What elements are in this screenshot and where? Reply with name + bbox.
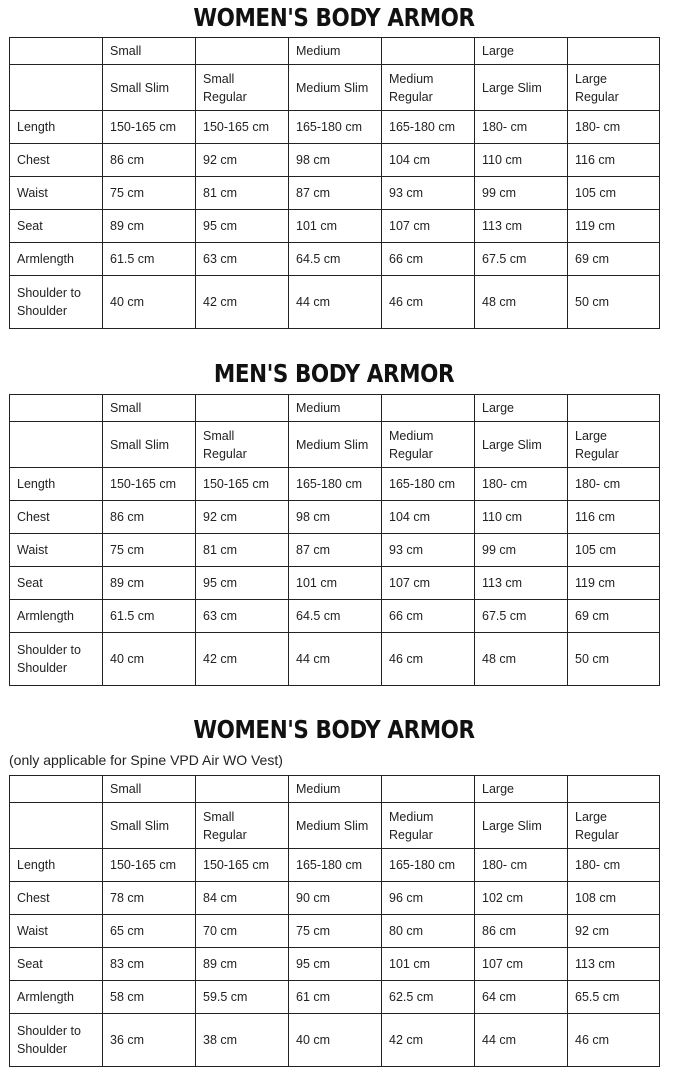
group-cell xyxy=(196,776,289,803)
table-cell: 165-180 cm xyxy=(382,849,475,882)
section-3-note: (only applicable for Spine VPD Air WO Vest) xyxy=(9,752,283,768)
table-cell: 180- cm xyxy=(475,111,568,144)
table-cell: 83 cm xyxy=(103,948,196,981)
size-table-1 xyxy=(9,37,660,329)
variant-cell: Small Regular xyxy=(196,803,289,849)
table-cell: 75 cm xyxy=(103,534,196,567)
variant-header-row xyxy=(10,65,660,111)
group-header-row xyxy=(10,776,660,803)
table-cell: 101 cm xyxy=(382,948,475,981)
table-cell: 110 cm xyxy=(475,144,568,177)
table-cell: 150-165 cm xyxy=(103,468,196,501)
table-cell: 108 cm xyxy=(568,882,660,915)
table-cell: 86 cm xyxy=(103,501,196,534)
table-cell: 89 cm xyxy=(103,210,196,243)
table-row xyxy=(10,501,660,534)
table-cell: 150-165 cm xyxy=(103,849,196,882)
table-cell: 84 cm xyxy=(196,882,289,915)
table-cell: 89 cm xyxy=(103,567,196,600)
row-label: Armlength xyxy=(10,981,103,1014)
table-cell: 150-165 cm xyxy=(103,111,196,144)
group-cell: Large xyxy=(475,776,568,803)
row-label: Shoulder to Shoulder xyxy=(10,1014,103,1067)
table-cell: 180- cm xyxy=(475,468,568,501)
variant-cell: Small Slim xyxy=(103,803,196,849)
table-cell: 150-165 cm xyxy=(196,111,289,144)
table-row xyxy=(10,276,660,329)
variant-cell: Small Regular xyxy=(196,422,289,468)
table-cell: 93 cm xyxy=(382,534,475,567)
table-cell: 42 cm xyxy=(382,1014,475,1067)
corner-cell xyxy=(10,65,103,111)
table-cell: 86 cm xyxy=(103,144,196,177)
table-cell: 96 cm xyxy=(382,882,475,915)
group-cell xyxy=(568,395,660,422)
table-cell: 95 cm xyxy=(196,210,289,243)
table-cell: 180- cm xyxy=(475,849,568,882)
table-cell: 46 cm xyxy=(382,633,475,686)
variant-header-row xyxy=(10,803,660,849)
table-cell: 64 cm xyxy=(475,981,568,1014)
variant-cell: Small Slim xyxy=(103,65,196,111)
table-cell: 180- cm xyxy=(568,111,660,144)
variant-cell: Large Slim xyxy=(475,803,568,849)
row-label: Chest xyxy=(10,144,103,177)
table-row xyxy=(10,600,660,633)
row-label: Seat xyxy=(10,567,103,600)
variant-cell: Medium Slim xyxy=(289,803,382,849)
table-cell: 107 cm xyxy=(382,210,475,243)
table-cell: 105 cm xyxy=(568,534,660,567)
table-cell: 90 cm xyxy=(289,882,382,915)
table-cell: 64.5 cm xyxy=(289,600,382,633)
table-cell: 105 cm xyxy=(568,177,660,210)
table-row xyxy=(10,210,660,243)
group-cell xyxy=(382,38,475,65)
variant-cell: Large Regular xyxy=(568,65,660,111)
group-cell xyxy=(196,395,289,422)
variant-cell: Large Slim xyxy=(475,65,568,111)
table-cell: 67.5 cm xyxy=(475,243,568,276)
table-cell: 165-180 cm xyxy=(382,468,475,501)
table-cell: 110 cm xyxy=(475,501,568,534)
group-header-row xyxy=(10,38,660,65)
table-row xyxy=(10,567,660,600)
table-cell: 44 cm xyxy=(289,276,382,329)
table-cell: 119 cm xyxy=(568,567,660,600)
corner-cell xyxy=(10,38,103,65)
table-cell: 102 cm xyxy=(475,882,568,915)
size-table-2 xyxy=(9,394,660,686)
corner-cell xyxy=(10,803,103,849)
table-row xyxy=(10,981,660,1014)
table-cell: 42 cm xyxy=(196,276,289,329)
row-label: Armlength xyxy=(10,243,103,276)
table-cell: 78 cm xyxy=(103,882,196,915)
table-cell: 101 cm xyxy=(289,567,382,600)
table-cell: 66 cm xyxy=(382,243,475,276)
table-cell: 63 cm xyxy=(196,243,289,276)
group-cell: Medium xyxy=(289,395,382,422)
group-cell: Large xyxy=(475,38,568,65)
row-label: Chest xyxy=(10,882,103,915)
corner-cell xyxy=(10,776,103,803)
table-cell: 48 cm xyxy=(475,633,568,686)
table-cell: 180- cm xyxy=(568,849,660,882)
table-cell: 62.5 cm xyxy=(382,981,475,1014)
table-cell: 119 cm xyxy=(568,210,660,243)
group-cell: Small xyxy=(103,776,196,803)
table-cell: 107 cm xyxy=(382,567,475,600)
table-cell: 95 cm xyxy=(196,567,289,600)
row-label: Seat xyxy=(10,948,103,981)
row-label: Waist xyxy=(10,915,103,948)
table-cell: 92 cm xyxy=(568,915,660,948)
table-cell: 89 cm xyxy=(196,948,289,981)
table-cell: 59.5 cm xyxy=(196,981,289,1014)
table-cell: 64.5 cm xyxy=(289,243,382,276)
table-cell: 69 cm xyxy=(568,243,660,276)
table-cell: 46 cm xyxy=(568,1014,660,1067)
row-label: Length xyxy=(10,468,103,501)
table-row xyxy=(10,468,660,501)
table-row xyxy=(10,144,660,177)
table-cell: 101 cm xyxy=(289,210,382,243)
table-cell: 69 cm xyxy=(568,600,660,633)
table-row xyxy=(10,882,660,915)
variant-cell: Small Slim xyxy=(103,422,196,468)
table-cell: 104 cm xyxy=(382,144,475,177)
table-cell: 113 cm xyxy=(568,948,660,981)
row-label: Chest xyxy=(10,501,103,534)
table-cell: 81 cm xyxy=(196,177,289,210)
variant-cell: Medium Slim xyxy=(289,65,382,111)
table-cell: 87 cm xyxy=(289,177,382,210)
table-cell: 98 cm xyxy=(289,501,382,534)
table-cell: 65.5 cm xyxy=(568,981,660,1014)
group-cell xyxy=(382,776,475,803)
variant-cell: Large Regular xyxy=(568,803,660,849)
table-cell: 75 cm xyxy=(103,177,196,210)
variant-cell: Medium Regular xyxy=(382,803,475,849)
table-cell: 63 cm xyxy=(196,600,289,633)
table-cell: 46 cm xyxy=(382,276,475,329)
table-cell: 116 cm xyxy=(568,144,660,177)
group-cell xyxy=(382,395,475,422)
section-1-title: WOMEN'S BODY ARMOR xyxy=(193,3,475,32)
table-cell: 93 cm xyxy=(382,177,475,210)
group-cell: Large xyxy=(475,395,568,422)
table-cell: 65 cm xyxy=(103,915,196,948)
table-row xyxy=(10,633,660,686)
table-cell: 38 cm xyxy=(196,1014,289,1067)
variant-cell: Medium Regular xyxy=(382,65,475,111)
table-cell: 40 cm xyxy=(103,276,196,329)
table-row xyxy=(10,915,660,948)
table-row xyxy=(10,177,660,210)
variant-cell: Large Slim xyxy=(475,422,568,468)
table-cell: 40 cm xyxy=(103,633,196,686)
table-cell: 44 cm xyxy=(289,633,382,686)
table-row xyxy=(10,111,660,144)
table-cell: 92 cm xyxy=(196,144,289,177)
corner-cell xyxy=(10,422,103,468)
table-row xyxy=(10,1014,660,1067)
table-cell: 113 cm xyxy=(475,210,568,243)
corner-cell xyxy=(10,395,103,422)
row-label: Shoulder to Shoulder xyxy=(10,633,103,686)
row-label: Waist xyxy=(10,177,103,210)
row-label: Armlength xyxy=(10,600,103,633)
variant-cell: Medium Regular xyxy=(382,422,475,468)
table-cell: 61.5 cm xyxy=(103,243,196,276)
group-header-row xyxy=(10,395,660,422)
table-cell: 61 cm xyxy=(289,981,382,1014)
group-cell xyxy=(568,38,660,65)
table-row xyxy=(10,534,660,567)
row-label: Shoulder to Shoulder xyxy=(10,276,103,329)
table-cell: 150-165 cm xyxy=(196,468,289,501)
table-cell: 95 cm xyxy=(289,948,382,981)
variant-cell: Medium Slim xyxy=(289,422,382,468)
table-row xyxy=(10,948,660,981)
table-cell: 180- cm xyxy=(568,468,660,501)
row-label: Seat xyxy=(10,210,103,243)
row-label: Length xyxy=(10,849,103,882)
table-cell: 99 cm xyxy=(475,534,568,567)
variant-cell: Large Regular xyxy=(568,422,660,468)
table-cell: 87 cm xyxy=(289,534,382,567)
table-cell: 165-180 cm xyxy=(289,111,382,144)
table-cell: 92 cm xyxy=(196,501,289,534)
table-cell: 116 cm xyxy=(568,501,660,534)
table-cell: 67.5 cm xyxy=(475,600,568,633)
table-cell: 36 cm xyxy=(103,1014,196,1067)
table-cell: 66 cm xyxy=(382,600,475,633)
section-3-title: WOMEN'S BODY ARMOR xyxy=(193,715,475,744)
table-cell: 48 cm xyxy=(475,276,568,329)
group-cell: Medium xyxy=(289,38,382,65)
variant-header-row xyxy=(10,422,660,468)
variant-cell: Small Regular xyxy=(196,65,289,111)
table-cell: 75 cm xyxy=(289,915,382,948)
table-cell: 44 cm xyxy=(475,1014,568,1067)
table-cell: 61.5 cm xyxy=(103,600,196,633)
table-cell: 80 cm xyxy=(382,915,475,948)
group-cell xyxy=(568,776,660,803)
section-2-title: MEN'S BODY ARMOR xyxy=(213,359,455,388)
table-row xyxy=(10,849,660,882)
table-cell: 98 cm xyxy=(289,144,382,177)
group-cell xyxy=(196,38,289,65)
table-cell: 165-180 cm xyxy=(289,849,382,882)
table-cell: 99 cm xyxy=(475,177,568,210)
table-row xyxy=(10,243,660,276)
table-cell: 86 cm xyxy=(475,915,568,948)
table-cell: 70 cm xyxy=(196,915,289,948)
table-cell: 150-165 cm xyxy=(196,849,289,882)
table-cell: 81 cm xyxy=(196,534,289,567)
table-cell: 58 cm xyxy=(103,981,196,1014)
row-label: Waist xyxy=(10,534,103,567)
table-cell: 165-180 cm xyxy=(382,111,475,144)
table-cell: 50 cm xyxy=(568,633,660,686)
table-cell: 104 cm xyxy=(382,501,475,534)
group-cell: Medium xyxy=(289,776,382,803)
size-table-3 xyxy=(9,775,660,1067)
table-cell: 50 cm xyxy=(568,276,660,329)
table-cell: 42 cm xyxy=(196,633,289,686)
group-cell: Small xyxy=(103,395,196,422)
table-cell: 40 cm xyxy=(289,1014,382,1067)
table-cell: 107 cm xyxy=(475,948,568,981)
row-label: Length xyxy=(10,111,103,144)
table-cell: 113 cm xyxy=(475,567,568,600)
table-cell: 165-180 cm xyxy=(289,468,382,501)
group-cell: Small xyxy=(103,38,196,65)
